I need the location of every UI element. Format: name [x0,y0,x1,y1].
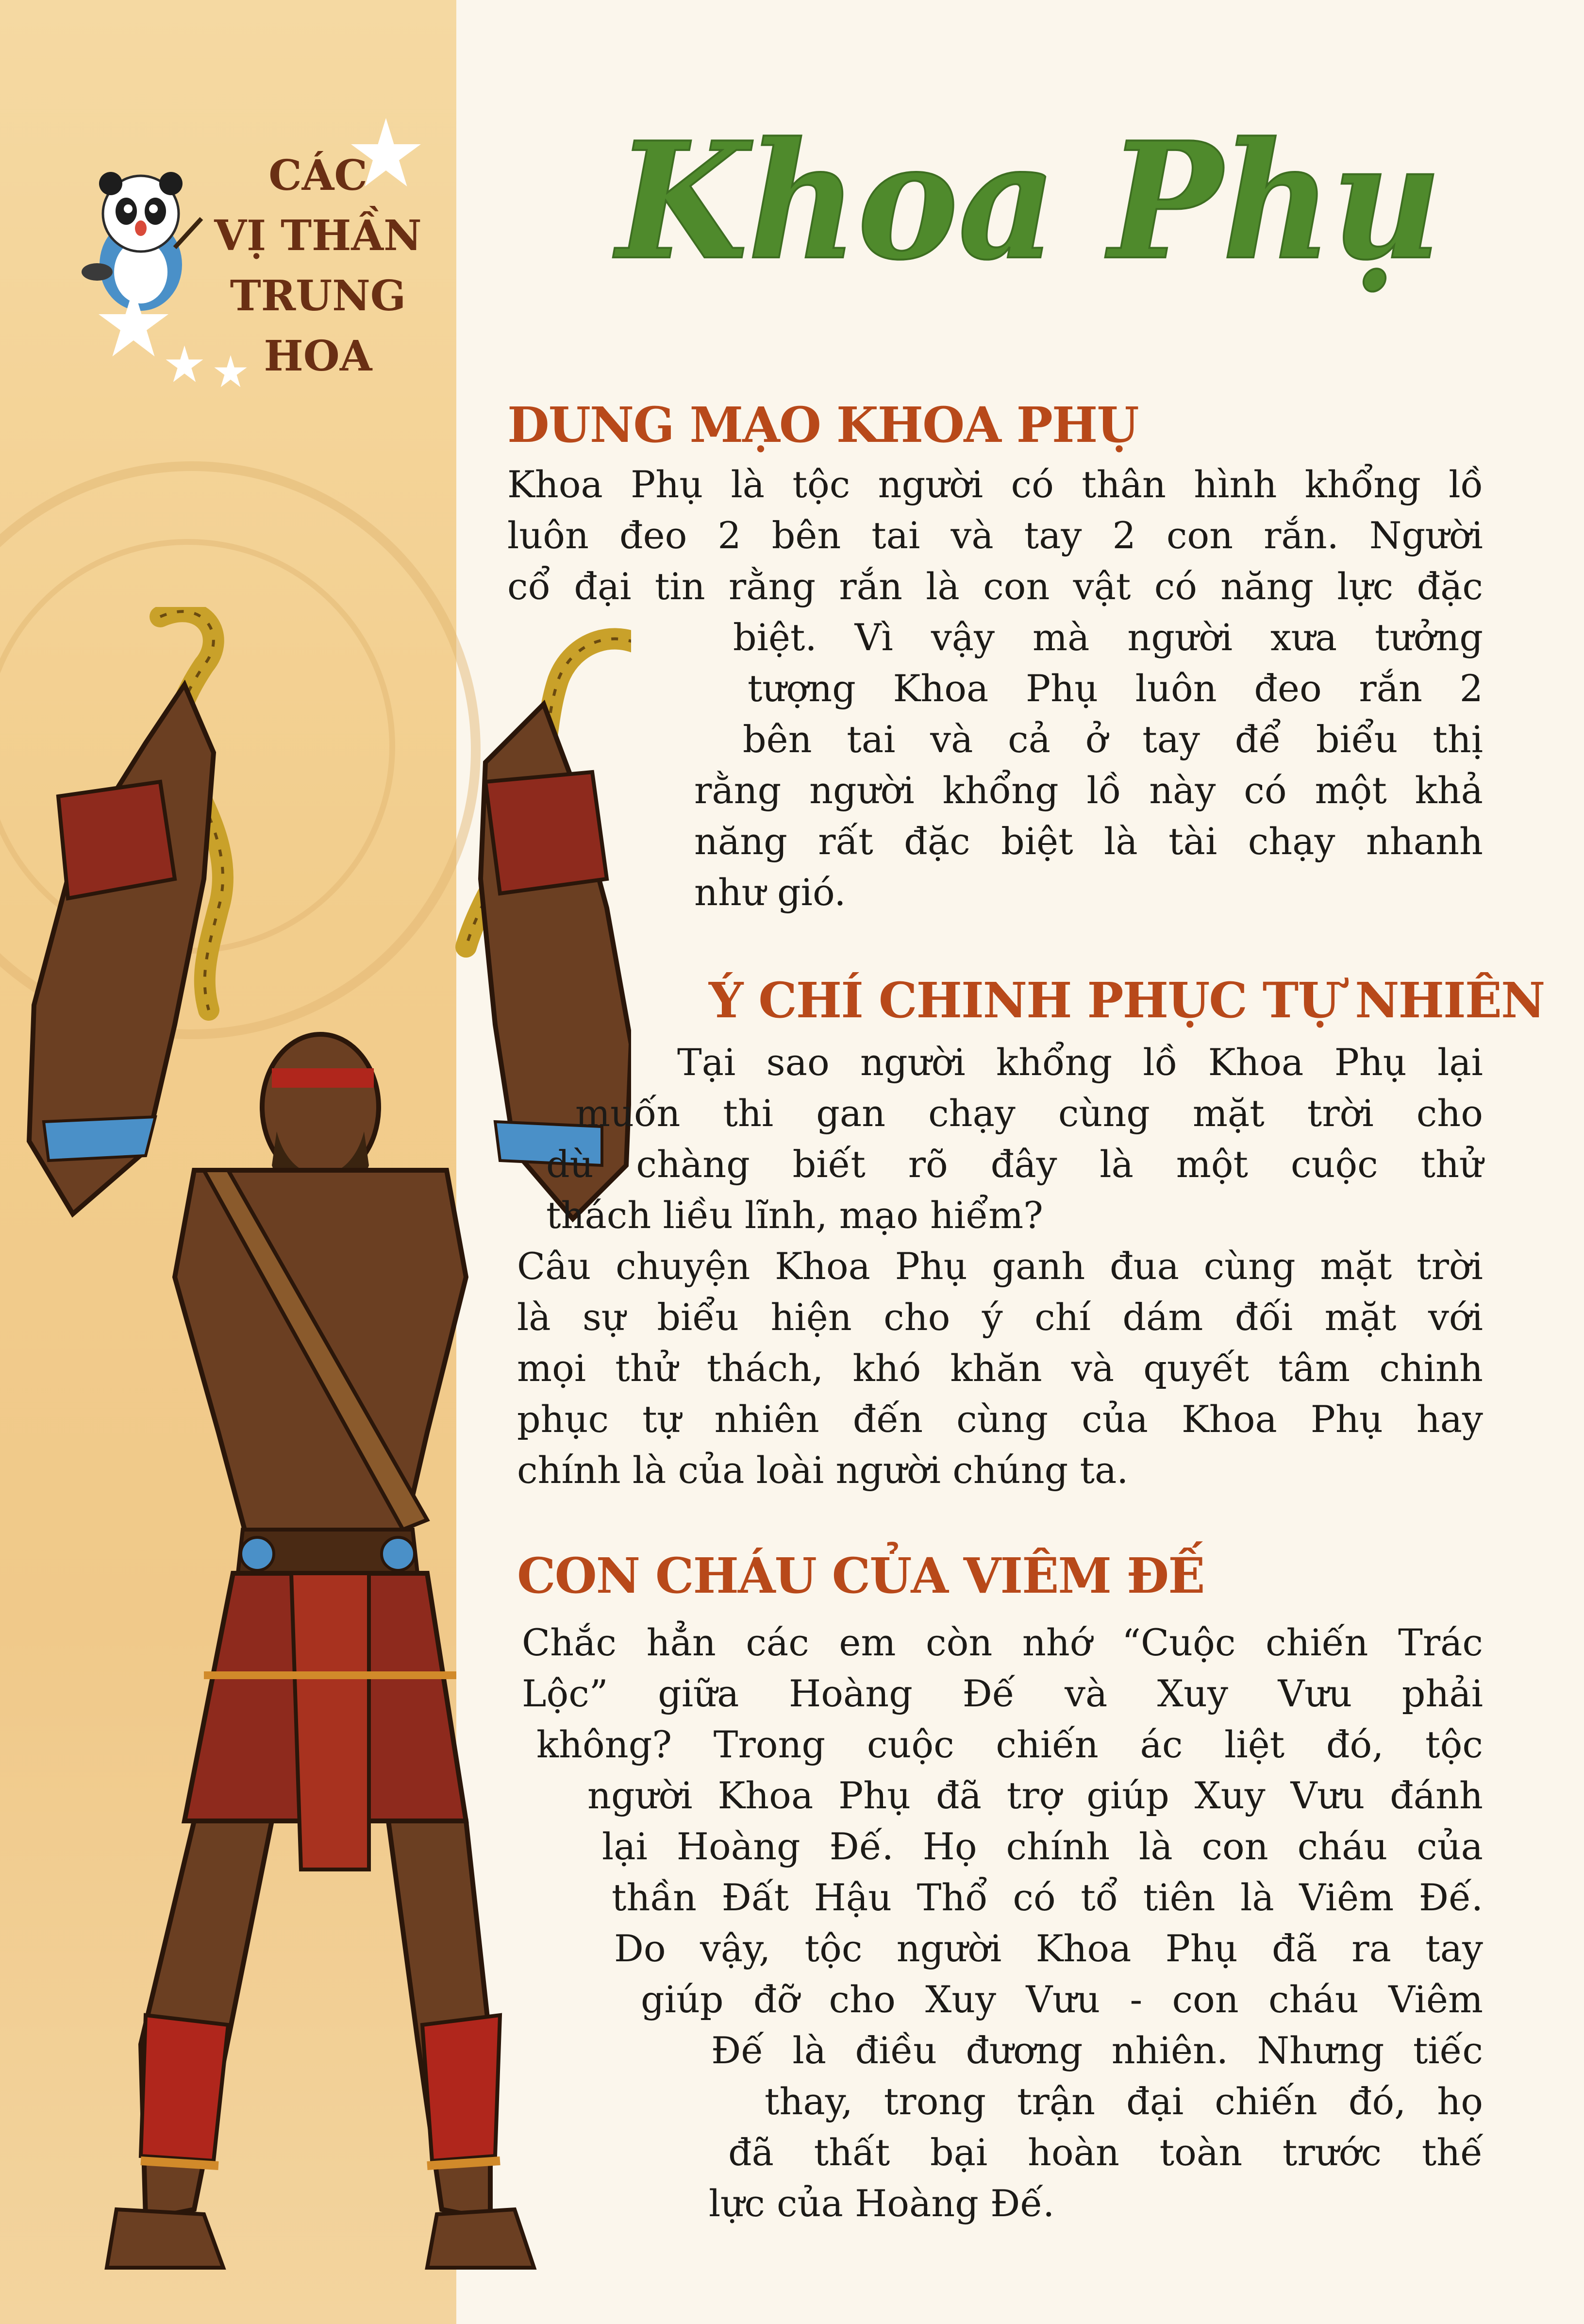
series-label-line: HOA [264,332,372,381]
section-body [522,1668,1483,1719]
body-line: không? Trong cuộc chiến ác liệt đó, tộc [536,1723,1483,1766]
body-line: như gió. [694,871,846,914]
body-line: Do vậy, tộc người Khoa Phụ đã ra tay [614,1927,1483,1970]
body-line: lại Hoàng Đế. Họ chính là con cháu của [602,1825,1483,1868]
body-line: Chắc hẳn các em còn nhớ “Cuộc chiến Trác [522,1621,1483,1664]
section-body [677,1037,1483,1088]
body-line: phục tự nhiên đến cùng của Khoa Phụ hay [517,1398,1483,1441]
section-body [536,1719,1483,1770]
body-line: cổ đại tin rằng rắn là con vật có năng lực đặc [507,565,1483,608]
section-body [765,2076,1483,2127]
section-body [546,1190,1483,1241]
body-line: muốn thi gan chạy cùng mặt trời cho [575,1092,1483,1135]
star-icon [97,286,170,359]
section-heading: CON CHÁU CỦA VIÊM ĐẾ [517,1547,1204,1604]
section-body [748,663,1483,714]
section-body [614,1923,1483,1974]
body-line: bên tai và cả ở tay để biểu thị [743,718,1483,761]
body-line: thay, trong trận đại chiến đó, họ [765,2080,1483,2123]
body-line: Tại sao người khổng lồ Khoa Phụ lại [677,1041,1483,1084]
body-line: luôn đeo 2 bên tai và tay 2 con rắn. Người [507,514,1483,557]
body-line: mọi thử thách, khó khăn và quyết tâm chinh [517,1347,1483,1390]
section-heading: Ý CHÍ CHINH PHỤC TỰ NHIÊN [709,972,1545,1029]
series-label [209,146,427,387]
page-title [597,92,1471,320]
section-heading: DUNG MẠO KHOA PHỤ [507,396,1138,454]
series-label-line: VỊ THẦN [214,211,422,260]
section-body [743,714,1483,765]
body-line: là sự biểu hiện cho ý chí dám đối mặt với [517,1296,1483,1339]
body-line: rằng người khổng lồ này có một khả [694,769,1483,812]
section-body [641,1974,1483,2025]
body-line: biệt. Vì vậy mà người xưa tưởng [733,616,1483,659]
body-line: đã thất bại hoàn toàn trước thế [728,2131,1483,2174]
section-body [546,1139,1483,1190]
body-line: giúp đỡ cho Xuy Vưu - con cháu Viêm [641,1978,1483,2021]
body-line: người Khoa Phụ đã trợ giúp Xuy Vưu đánh [587,1774,1483,1817]
body-line: lực của Hoàng Đế. [709,2182,1055,2225]
body-line: thần Đất Hậu Thổ có tổ tiên là Viêm Đế. [612,1876,1483,1919]
body-line: tượng Khoa Phụ luôn đeo rắn 2 [748,667,1483,710]
section-body [587,1770,1483,1821]
section-body [575,1088,1483,1139]
section-body [602,1821,1483,1872]
section-body [694,765,1483,918]
body-line: năng rất đặc biệt là tài chạy nhanh [694,820,1483,863]
body-line: Đế là điều đương nhiên. Nhưng tiếc [711,2029,1483,2072]
body-line: Câu chuyện Khoa Phụ ganh đua cùng mặt trời [517,1245,1483,1288]
section-body [507,459,1483,612]
body-line: Khoa Phụ là tộc người có thân hình khổng lồ [507,463,1483,506]
body-line: chính là của loài người chúng ta. [517,1448,1129,1492]
body-line: dù chàng biết rõ đây là một cuộc thử [546,1143,1483,1186]
section-body [711,2025,1483,2076]
body-line: Lộc” giữa Hoàng Đế và Xuy Vưu phải [522,1672,1483,1715]
section-body [612,1872,1483,1923]
series-label-line: CÁC [268,151,367,200]
section-body [728,2127,1483,2178]
section-body [733,612,1483,663]
body-line: thách liều lĩnh, mạo hiểm? [546,1194,1043,1237]
section-body [517,1241,1483,1496]
star-icon [165,345,204,384]
section-body [709,2178,1483,2229]
series-label-line: TRUNG [230,271,406,320]
section-body [522,1617,1483,1668]
page-title-text: Khoa Phụ [612,107,1442,295]
